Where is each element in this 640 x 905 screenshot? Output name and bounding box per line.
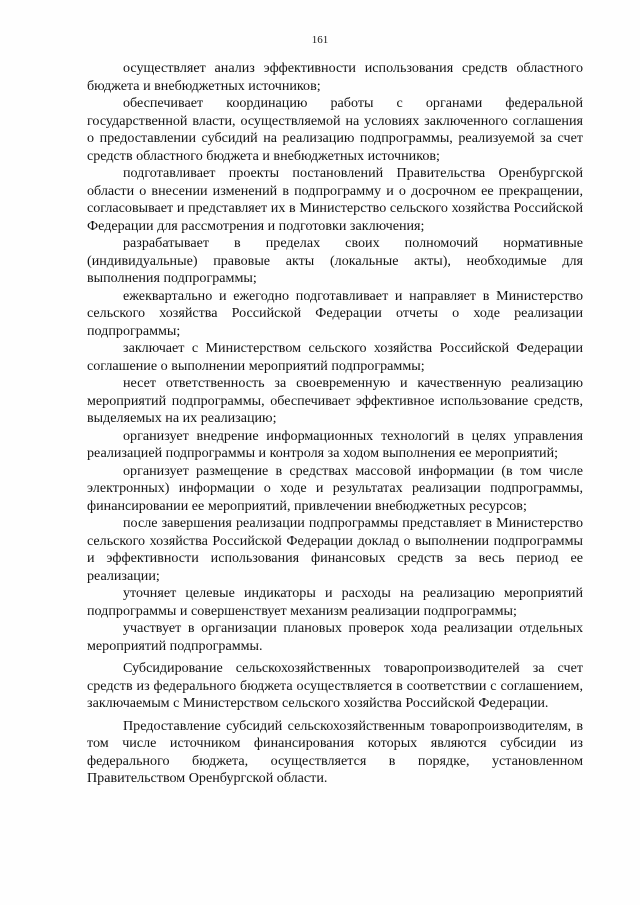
- paragraph: Субсидирование сельскохозяйственных товаропроизводителей за счет средств из федерального бюджета осуществляется в соответствии с соглашением, заключаемым с Министерством сельского хозяйства Российской Федерации.: [87, 660, 583, 711]
- paragraph: уточняет целевые индикаторы и расходы на реализацию мероприятий подпрограммы и совершенствует механизм реализации подпрограммы;: [87, 585, 583, 619]
- document-body: [87, 60, 583, 788]
- paragraph: Предоставление субсидий сельскохозяйственным товаропроизводителям, в том числе источником финансирования которых являются субсидии из федерального бюджета, осуществляется в порядке, установленном Правительством Оренбургской области.: [87, 717, 583, 786]
- paragraph: ежеквартально и ежегодно подготавливает и направляет в Министерство сельского хозяйства Российской Федерации отчеты о ходе реализации подпрограммы;: [87, 287, 583, 339]
- paragraph: организует внедрение информационных технологий в целях управления реализацией подпрограммы и контроля за ходом выполнения ее мероприятий;: [87, 427, 583, 461]
- paragraph: обеспечивает координацию работы с органами федеральной государственной власти, осуществляемой на условиях заключенного соглашения о предоставлении субсидий на реализацию подпрограммы, реализуемой за счет средств областного бюджета и внебюджетных источников;: [87, 95, 583, 164]
- paragraph: организует размещение в средствах массовой информации (в том числе электронных) информации о ходе и результатах реализации подпрограммы, финансировании ее мероприятий, привлечении внебюджетных ресурсов;: [87, 462, 583, 514]
- page-number: 161: [311, 34, 329, 46]
- paragraph: подготавливает проекты постановлений Правительства Оренбургской области о внесении изменений в подпрограмму и о досрочном ее прекращении, согласовывает и представляет их в Министерство сельского хозяйства Российской Федерации для рассмотрения и подготовки заключения;: [87, 165, 583, 234]
- paragraph: осуществляет анализ эффективности использования средств областного бюджета и внебюджетных источников;: [87, 60, 583, 94]
- paragraph: участвует в организации плановых проверок хода реализации отдельных мероприятий подпрограммы.: [87, 620, 583, 654]
- paragraph: несет ответственность за своевременную и качественную реализацию мероприятий подпрограммы, обеспечивает эффективное использование средств, выделяемых на их реализацию;: [87, 375, 583, 426]
- paragraph: после завершения реализации подпрограммы представляет в Министерство сельского хозяйства Российской Федерации доклад о выполнении подпрограммы и эффективности использования финансовых средств за весь период ее реализации;: [87, 515, 583, 584]
- paragraph: заключает с Министерством сельского хозяйства Российской Федерации соглашение о выполнении мероприятий подпрограммы;: [87, 340, 583, 374]
- paragraph: разрабатывает в пределах своих полномочий нормативные (индивидуальные) правовые акты (локальные акты), необходимые для выполнения подпрограммы;: [87, 235, 583, 286]
